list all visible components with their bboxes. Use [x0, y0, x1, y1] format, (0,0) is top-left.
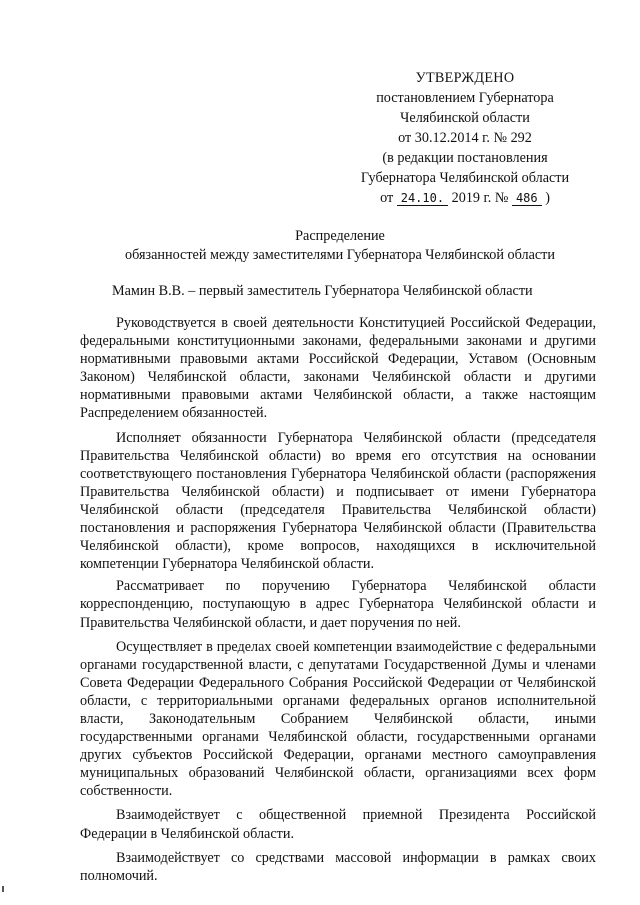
- date-prefix: от: [380, 190, 394, 206]
- paragraph: Исполняет обязанности Губернатора Челябинской области (председателя Правительства Челябинской области) во время его отсутствия на основании соответствующего постановления Губернатора Челябинской области (распоряжения Правительства Челябинской области) и подписывает от имени Губернатора Челябинской области (председателя Правительства Челябинской области) постановления и распоряжения Губернатора Челябинской области (Правительства Челябинской области), кроме вопросов, находящихся в исключительной компетенции Губернатора Челябинской области.: [80, 429, 596, 573]
- paragraph: Руководствуется в своей деятельности Конституцией Российской Федерации, федеральными конституционными законами, федеральными законами и другими нормативными правовыми актами Российской Федерации, Уставом (Основным Законом) Челябинской области, законами Челябинской области и другими нормативными правовыми актами Челябинской области, а также настоящим Распределением обязанностей.: [80, 315, 596, 422]
- closing-paren: ): [545, 190, 550, 206]
- approval-line-1: постановлением Губернатора: [376, 90, 554, 106]
- title-line-2: обязанностей между заместителями Губернатора Челябинской области: [125, 247, 555, 263]
- assignee-heading: Мамин В.В. – первый заместитель Губернатора Челябинской области: [112, 283, 533, 299]
- document-title: [80, 227, 600, 265]
- paragraph: Взаимодействует с общественной приемной Президента Российской Федерации в Челябинской области.: [80, 807, 596, 842]
- approval-stamp: [330, 68, 600, 208]
- scan-margin-mark: [2, 886, 4, 892]
- approval-heading: УТВЕРЖДЕНО: [415, 70, 515, 86]
- document-body: [80, 314, 596, 891]
- paragraph: Взаимодействует со средствами массовой информации в рамках своих полномочий.: [80, 849, 596, 884]
- revision-date: 24.10.: [397, 191, 448, 206]
- paragraph: Осуществляет в пределах своей компетенции взаимодействие с федеральными органами государственной власти, с депутатами Государственной Думы и членами Совета Федерации Федерального Собрания Российской Федерации от Челябинской области, с территориальными органами федеральных органов исполнительной власти, Законодательным Собранием Челябинской области, иными государственными органами Челябинской области, государственными органами других субъектов Российской Федерации, органами местного самоуправления муниципальных образований Челябинской области, организациями всех форм собственности.: [80, 638, 596, 800]
- approval-line-4: (в редакции постановления: [382, 150, 548, 166]
- approval-line-5: Губернатора Челябинской области: [360, 170, 570, 186]
- year-text: 2019 г. №: [451, 190, 509, 206]
- paragraph: Рассматривает по поручению Губернатора Челябинской области корреспонденцию, поступающую в адрес Губернатора Челябинской области и Правительства Челябинской области, и дает поручения по ней.: [80, 578, 596, 631]
- approval-line-3: от 30.12.2014 г. № 292: [398, 130, 532, 146]
- approval-line-2: Челябинской области: [400, 110, 530, 126]
- title-line-1: Распределение: [295, 228, 385, 244]
- approval-revision-line: [330, 188, 600, 208]
- revision-number: 486: [512, 191, 542, 206]
